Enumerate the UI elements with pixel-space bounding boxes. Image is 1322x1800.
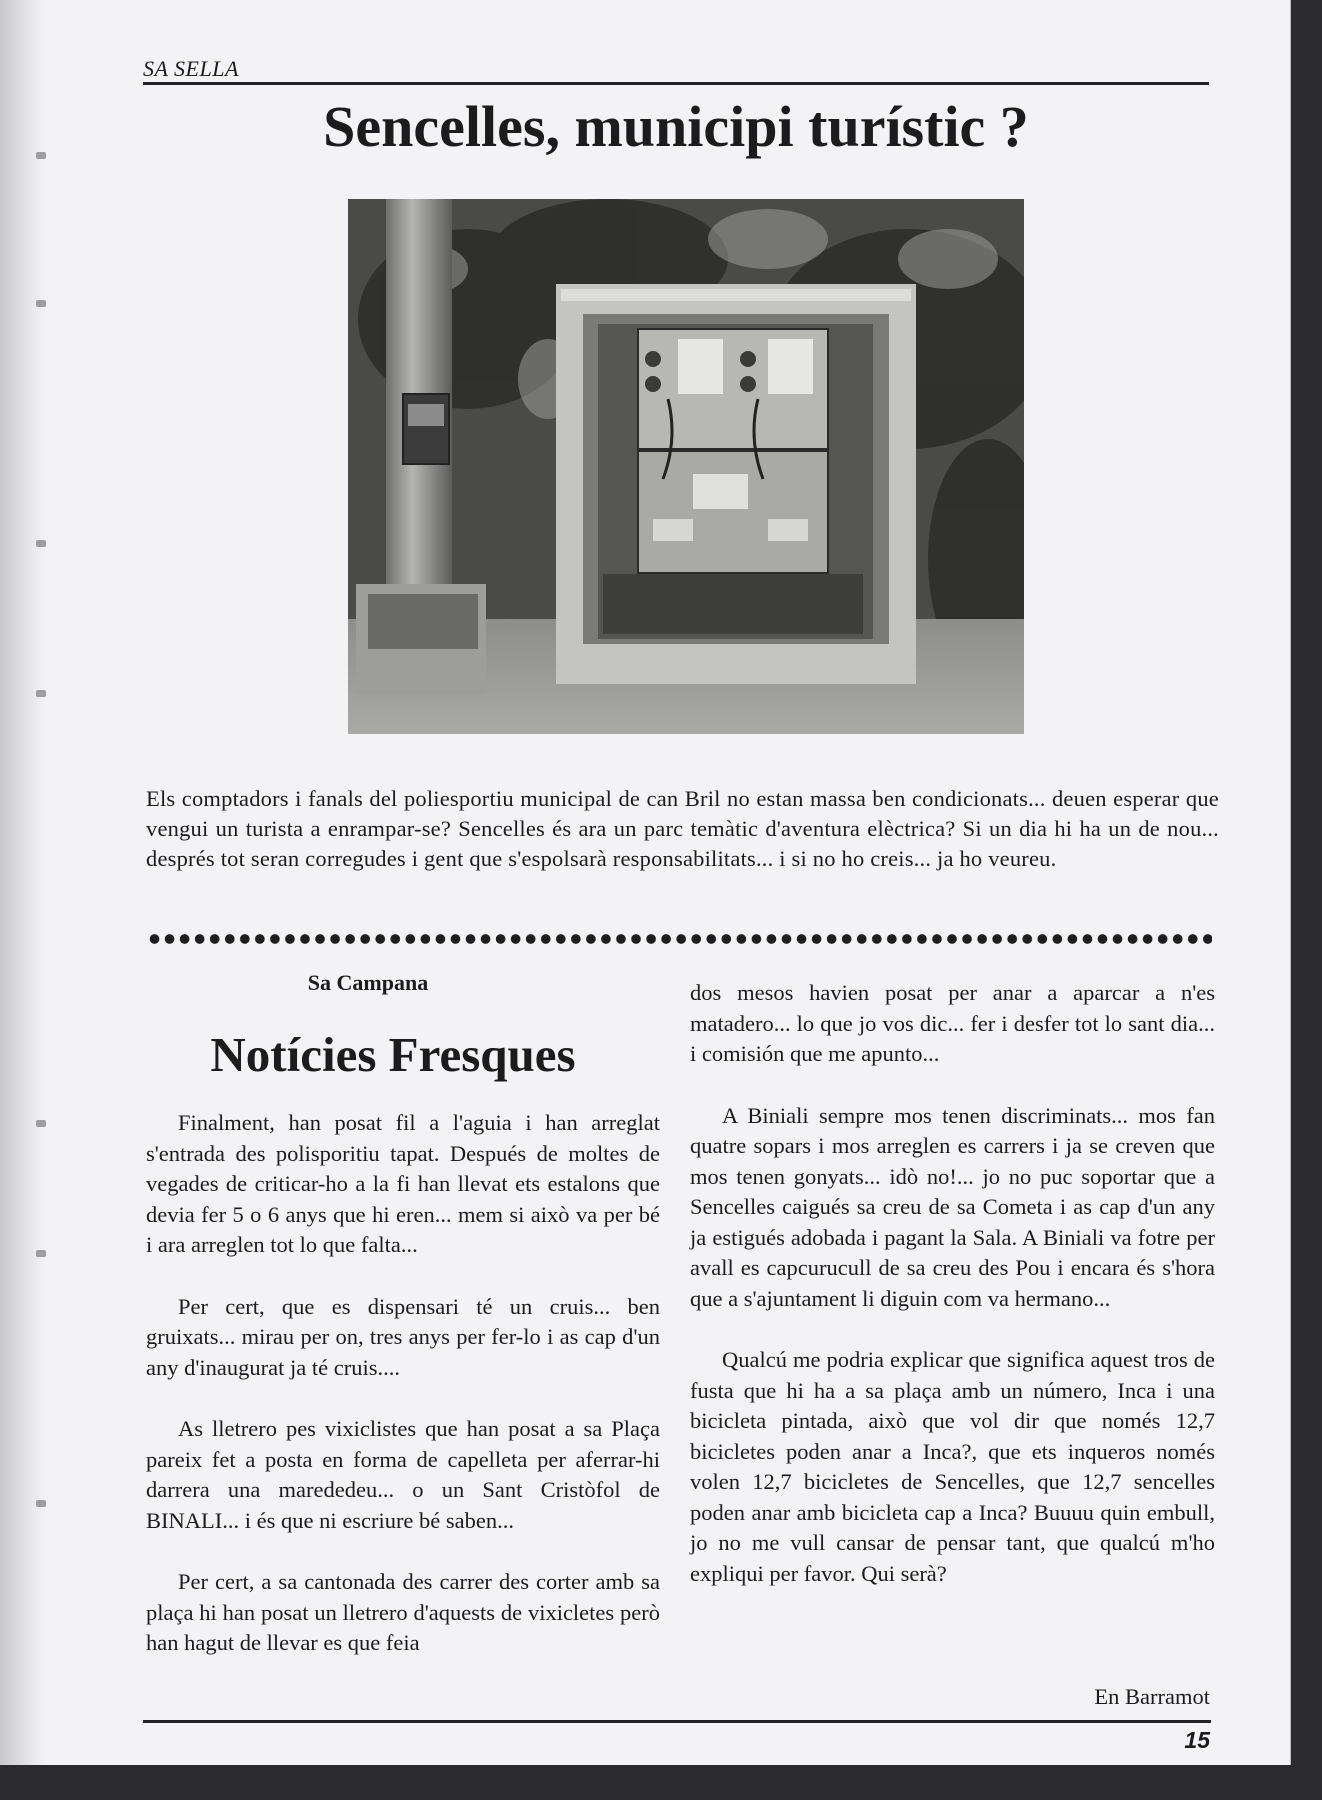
staple-hole — [36, 540, 46, 547]
staple-hole — [36, 1250, 46, 1257]
article-photo — [348, 199, 1024, 734]
section-title: Notícies Fresques — [210, 1027, 576, 1082]
header-rule — [143, 82, 1209, 85]
staple-hole — [36, 1120, 46, 1127]
staple-hole — [36, 1500, 46, 1507]
section-label: Sa Campana — [307, 970, 429, 995]
staple-hole — [36, 152, 46, 159]
staple-hole — [36, 300, 46, 307]
left-paragraph: Finalment, han posat fil a l'aguia i han arreglat s'entrada des polisporitiu tapat. Después de moltes de vegades de criticar-ho a la fi han llevat ets estalons que devia fer 5 o 6 anys que hi eren... mem si això va per bé i ara arreglen tot lo que falta... — [146, 1110, 660, 1257]
left-paragraph: Per cert, a sa cantonada des carrer des corter amb sa plaça hi han posat un lletrero d'aquests de vixicletes però han hagut de llevar es que feia — [146, 1569, 660, 1655]
right-paragraph: Qualcú me podria explicar que significa aquest tros de fusta que hi ha a sa plaça amb un número, Inca i una bicicleta pintada, això que vol dir que només 12,7 bicicletes poden anar a Inca?, que ets inqueros només volen 12,7 bicicletes de Sencelles, que 12,7 sencelles poden anar amb bicicleta cap a Inca? Buuuu quin embull, jo no me vull cansar de pensar tant, que qualcú m'ho expliqui per favor. Qui serà? — [690, 1347, 1215, 1586]
page-number: 15 — [1184, 1727, 1210, 1753]
left-column — [146, 970, 660, 1659]
meter-box-photo — [348, 199, 1024, 734]
running-head: SA SELLA — [143, 56, 239, 81]
headline: Sencelles, municipi turístic ? — [323, 94, 1029, 159]
dotted-divider — [147, 930, 1212, 948]
right-paragraph: A Biniali sempre mos tenen discriminats... mos fan quatre sopars i mos arreglen es carrers i ja se creven que mos tenen gonyats... idò no!... jo no puc soportar que a Sencelles caigués sa creu de sa Cometa i as cap d'un any ja estigués adobada i pagant la Sala. A Biniali va fotre per avall es capcurucull de sa creu des Pou i encara és s'hora que a s'ajuntament li diguin com va hermano... — [690, 1102, 1215, 1311]
left-paragraph: Per cert, que es dispensari té un cruis... ben gruixats... mirau per on, tres anys per fer-lo i as cap d'un any d'inaugurat ja té cruis.... — [146, 1293, 660, 1380]
right-column — [690, 978, 1215, 1589]
footer-rule — [143, 1720, 1211, 1723]
intro-text: Els comptadors i fanals del poliesportiu municipal de can Bril no estan massa ben condicionats... deuen esperar que vengui un turista a enrampar-se? Sencelles és ara un parc temàtic d'aventura elèctrica? Si un dia hi ha un de nou... després tot seran corregudes i gent que s'espolsarà responsabilitats... i si no ho creis... ja ho veureu. — [146, 786, 1219, 871]
intro-paragraph — [146, 784, 1219, 874]
right-paragraph: dos mesos havien posat per anar a aparcar a n'es matadero... lo que jo vos dic... fer i desfer tot lo sant dia... i comisión que me apunto... — [690, 980, 1215, 1066]
left-paragraph: As lletrero pes vixiclistes que han posat a sa Plaça pareix fet a posta en forma de capelleta per aferrar-hi darrera una marededeu... o un Sant Cristòfol de BINALI... i és que ni escriure bé saben... — [146, 1416, 660, 1533]
byline: En Barramot — [1094, 1684, 1210, 1709]
staple-hole — [36, 690, 46, 697]
